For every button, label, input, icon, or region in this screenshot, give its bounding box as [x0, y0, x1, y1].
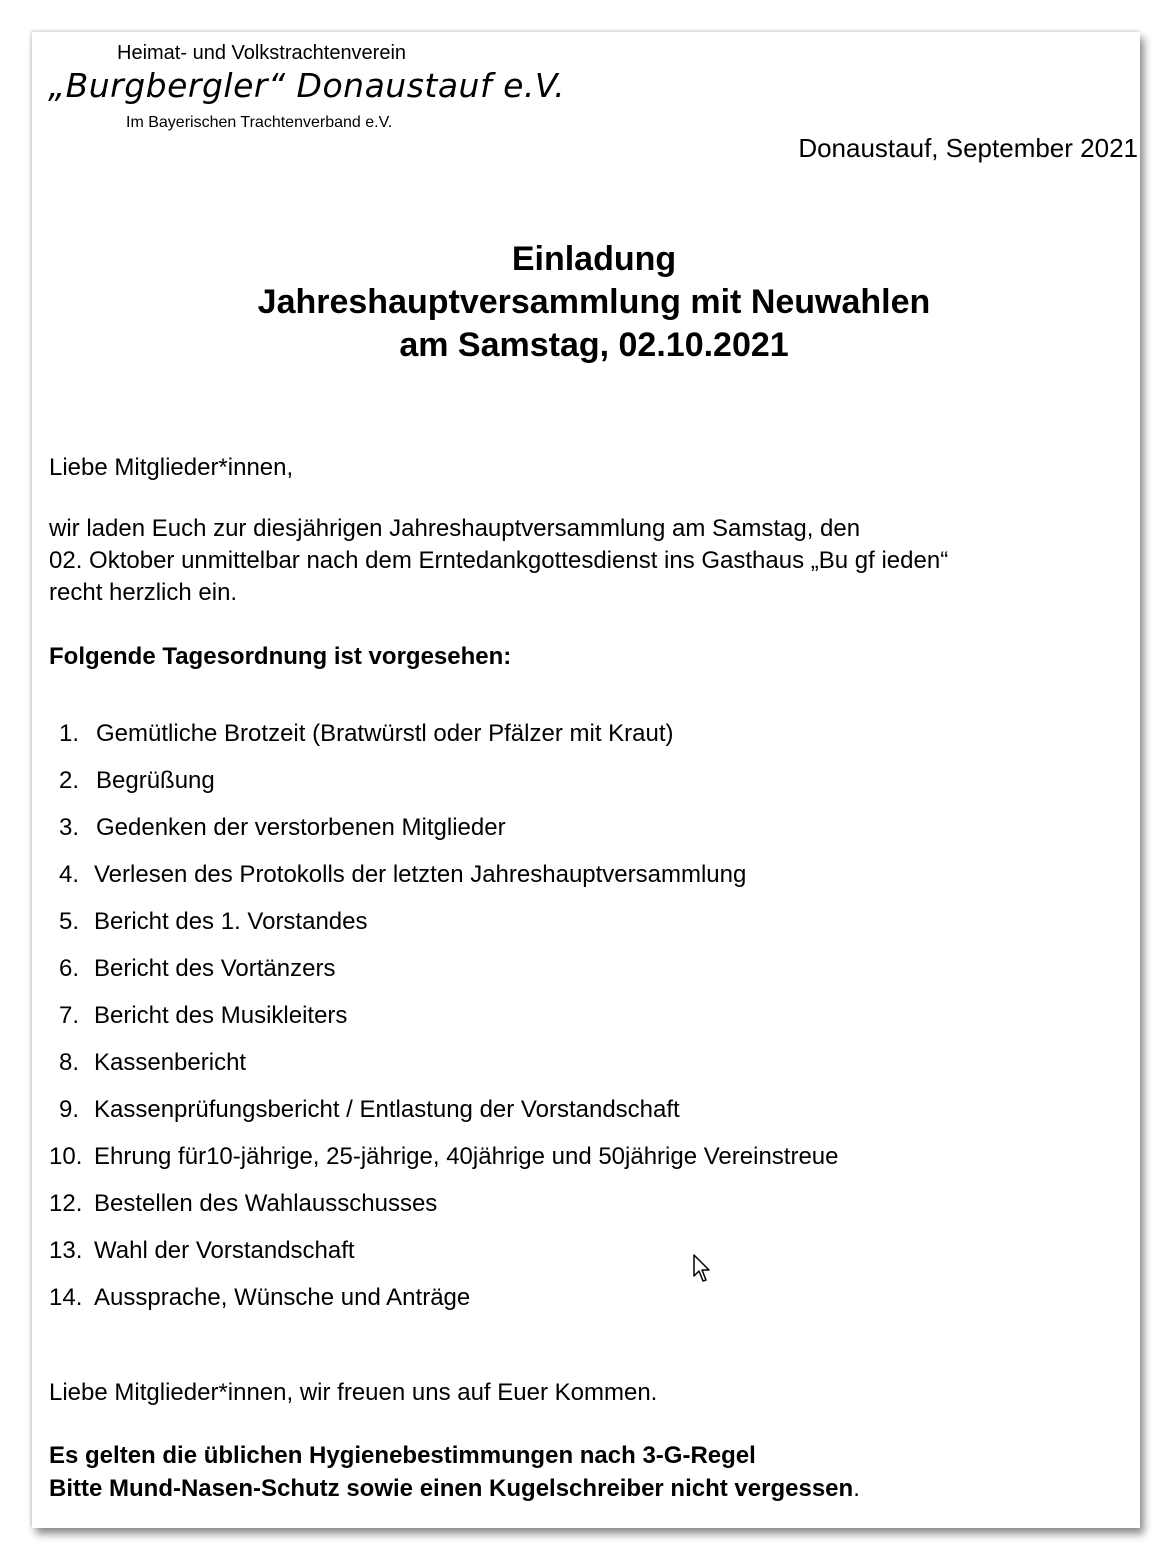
notice-line-2	[49, 1472, 860, 1505]
agenda-item: 6. Bericht des Vortänzers	[58, 955, 336, 982]
greeting: Liebe Mitglieder*innen,	[49, 454, 294, 481]
agenda-item: 2. Begrüßung	[58, 767, 215, 794]
notice-line-2-text: Bitte Mund-Nasen-Schutz sowie einen Kugelschreiber nicht vergessen	[49, 1475, 854, 1502]
agenda-item: 14. Aussprache, Wünsche und Anträge	[49, 1284, 471, 1311]
agenda-item: 4. Verlesen des Protokolls der letzten Jahreshauptversammlung	[58, 861, 747, 888]
header-association: Heimat- und Volkstrachtenverein	[117, 42, 407, 64]
agenda-list	[49, 718, 839, 1329]
page-title	[32, 238, 1156, 367]
body-line-1: wir laden Euch zur diesjährigen Jahreshauptversammlung am Samstag, den	[49, 515, 861, 542]
agenda-item: 10. Ehrung für10-jährige, 25-jährige, 40jährige und 50jährige Vereinstreue	[49, 1143, 839, 1170]
agenda-item: 13. Wahl der Vorstandschaft	[49, 1237, 355, 1264]
agenda-item: 7. Bericht des Musikleiters	[58, 1002, 348, 1029]
agenda-item: 3. Gedenken der verstorbenen Mitglieder	[58, 814, 506, 841]
agenda-item: 9. Kassenprüfungsbericht / Entlastung der Vorstandschaft	[58, 1096, 680, 1123]
notice-line-2-period: .	[853, 1475, 860, 1502]
title-line-2: Jahreshauptversammlung mit Neuwahlen	[257, 283, 931, 321]
agenda-item: 1. Gemütliche Brotzeit (Bratwürstl oder Pfälzer mit Kraut)	[58, 720, 674, 747]
document-page	[32, 32, 1140, 1528]
agenda-heading: Folgende Tagesordnung ist vorgesehen:	[49, 643, 512, 670]
header-federation: Im Bayerischen Trachtenverband e.V.	[126, 114, 393, 131]
agenda-item: 8. Kassenbericht	[58, 1049, 247, 1076]
title-line-3: am Samstag, 02.10.2021	[399, 326, 789, 364]
header-club-name: „Burgbergler“ Donaustauf e.V.	[48, 66, 566, 105]
date-line: Donaustauf, September 2021	[798, 133, 1138, 163]
hygiene-notice	[49, 1439, 860, 1505]
agenda-item: 5. Bericht des 1. Vorstandes	[58, 908, 368, 935]
body-line-3: recht herzlich ein.	[49, 579, 238, 606]
title-line-1: Einladung	[511, 240, 677, 278]
body-line-2: 02. Oktober unmittelbar nach dem Erntedankgottesdienst ins Gasthaus „Bu gf ieden“	[49, 547, 949, 574]
notice-line-1: Es gelten die üblichen Hygienebestimmungen nach 3-G-Regel	[49, 1442, 756, 1469]
agenda-item: 12. Bestellen des Wahlausschusses	[49, 1190, 438, 1217]
mouse-cursor-icon	[692, 1254, 714, 1284]
closing-line: Liebe Mitglieder*innen, wir freuen uns auf Euer Kommen.	[49, 1379, 658, 1406]
